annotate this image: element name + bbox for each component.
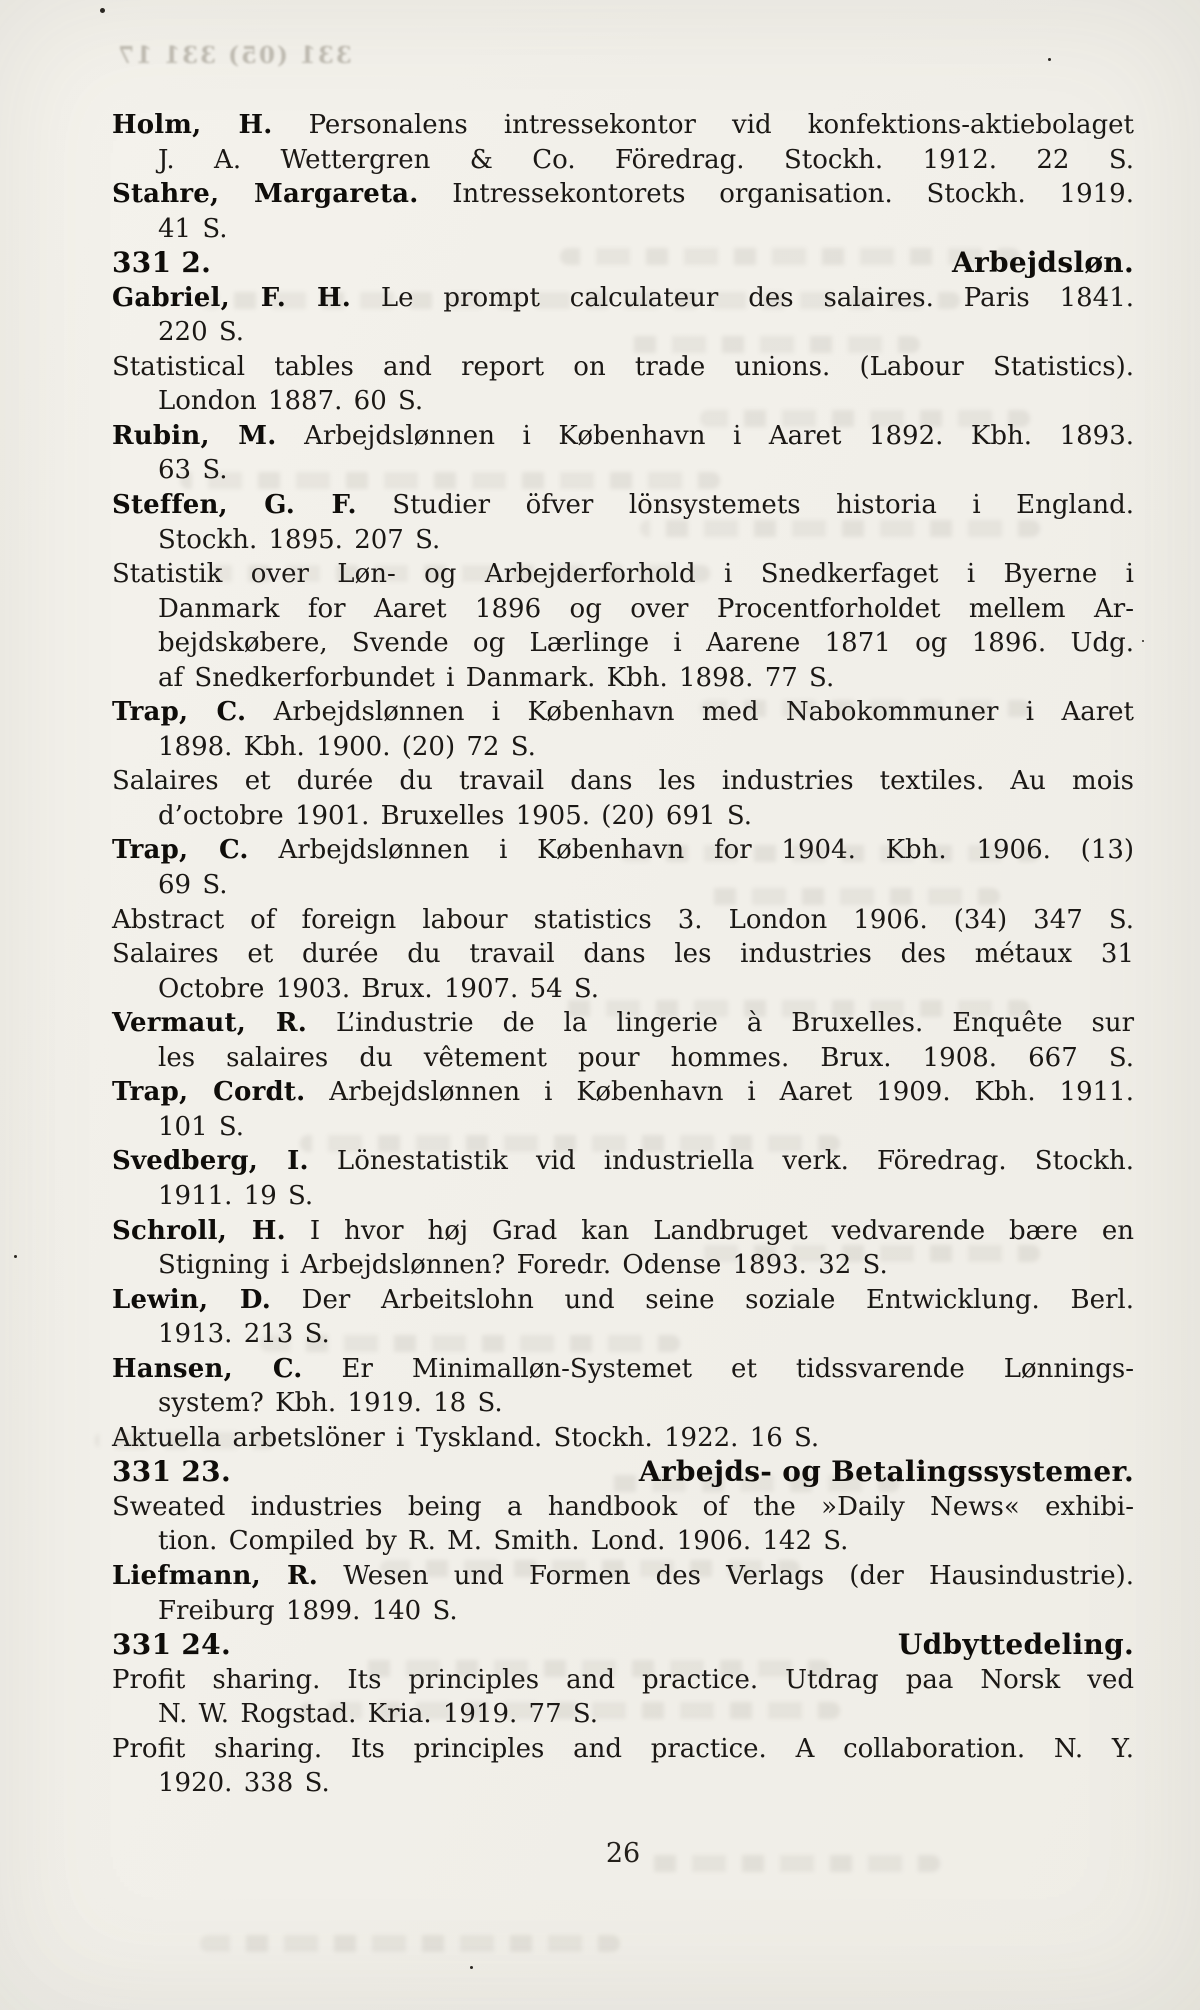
- bibliography-entry: [112, 1283, 1134, 1352]
- entry-line-text: Octobre 1903. Brux. 1907. 54 S.: [158, 973, 600, 1004]
- section-number: 331 23.: [112, 1455, 232, 1489]
- entry-line-text: Sweated industries being a handbook of the »Daily News« exhibi-: [112, 1491, 1134, 1522]
- entry-author: Gabriel, F. H.: [112, 282, 351, 313]
- entry-line: [112, 488, 1134, 523]
- entry-line: [112, 1110, 1134, 1145]
- bibliography-entry: [112, 937, 1134, 1006]
- entry-line: [112, 177, 1134, 212]
- entry-line: [112, 1352, 1134, 1387]
- bibliography-entry: [112, 108, 1134, 177]
- entry-line-text: 220 S.: [158, 317, 245, 348]
- entry-author: Trap, C.: [112, 697, 247, 728]
- bibliography-entry: [112, 695, 1134, 764]
- entry-line: [112, 1041, 1134, 1076]
- section-number: 331 2.: [112, 246, 212, 280]
- entry-line: [112, 868, 1134, 903]
- section-title: Udbyttedeling.: [897, 1628, 1134, 1662]
- entry-line: [112, 315, 1134, 350]
- entry-line: [112, 661, 1134, 696]
- entry-line-text: Intressekontorets organisation. Stockh. 1919.: [452, 179, 1134, 210]
- entry-line: [112, 1559, 1134, 1594]
- entry-line: [112, 1179, 1134, 1214]
- entry-line: [112, 1524, 1134, 1559]
- entry-line-text: 63 S.: [158, 455, 228, 486]
- entry-line-text: Der Arbeitslohn und seine soziale Entwicklung. Berl.: [301, 1284, 1135, 1315]
- entry-line-text: 101 S.: [158, 1111, 245, 1142]
- bibliography-entry: [112, 903, 1134, 938]
- section-heading: [112, 1455, 1134, 1490]
- entry-author: Lewin, D.: [112, 1284, 271, 1315]
- entry-line-text: Freiburg 1899. 140 S.: [158, 1595, 458, 1626]
- entry-line: [112, 1421, 1134, 1456]
- entry-line: [112, 833, 1134, 868]
- entry-line-text: Danmark for Aaret 1896 og over Procentforholdet mellem Ar-: [158, 593, 1134, 624]
- entry-line: [112, 695, 1134, 730]
- entry-line: [112, 764, 1134, 799]
- paper-speck: [100, 8, 105, 13]
- entry-line-text: Salaires et durée du travail dans les industries textiles. Au mois: [112, 766, 1134, 797]
- entry-line: [112, 281, 1134, 316]
- entry-line: [112, 108, 1134, 143]
- entry-line: [112, 1490, 1134, 1525]
- entry-line: [112, 937, 1134, 972]
- bibliography-entry: [112, 1663, 1134, 1732]
- entry-line-text: I hvor høj Grad kan Landbruget vedvarende bære en: [309, 1215, 1135, 1246]
- entry-line-text: 41 S.: [158, 213, 228, 244]
- entry-line-text: Aktuella arbetslöner i Tyskland. Stockh. 1922. 16 S.: [112, 1422, 820, 1453]
- entry-line-text: Statistical tables and report on trade unions. (Labour Statistics).: [112, 351, 1134, 382]
- entry-author: Schroll, H.: [112, 1215, 286, 1246]
- entry-line: [112, 350, 1134, 385]
- entry-author: Holm, H.: [112, 110, 273, 140]
- entry-line-text: system? Kbh. 1919. 18 S.: [158, 1388, 503, 1419]
- bibliography: [112, 108, 1134, 1801]
- bibliography-entry: [112, 1214, 1134, 1283]
- entry-author: Trap, C.: [112, 835, 249, 866]
- entry-line-text: d’octobre 1901. Bruxelles 1905. (20) 691 S.: [158, 800, 752, 831]
- bibliography-entry: [112, 833, 1134, 902]
- entry-line: [112, 972, 1134, 1007]
- entry-line-text: Statistik over Løn- og Arbejderforhold i Snedkerfaget i Byerne i: [112, 559, 1134, 590]
- entry-line-text: bejdskøbere, Svende og Lærlinge i Aarene 1871 og 1896. Udg.: [158, 628, 1134, 659]
- section-number: 331 24.: [112, 1628, 232, 1662]
- bibliography-entry: [112, 1490, 1134, 1559]
- section-title: Arbejdsløn.: [951, 246, 1134, 280]
- entry-line: [112, 1283, 1134, 1318]
- entry-author: Steffen, G. F.: [112, 490, 357, 521]
- entry-line-text: tion. Compiled by R. M. Smith. Lond. 1906. 142 S.: [158, 1526, 849, 1557]
- bibliography-entry: [112, 350, 1134, 419]
- entry-line-text: 1920. 338 S.: [158, 1768, 330, 1799]
- entry-line-text: 1911. 19 S.: [158, 1180, 314, 1211]
- paper-speck: [14, 1255, 17, 1258]
- bibliography-entry: [112, 764, 1134, 833]
- section-heading: [112, 246, 1134, 281]
- entry-line-text: les salaires du vêtement pour hommes. Brux. 1908. 667 S.: [158, 1042, 1134, 1073]
- paper-speck: [470, 1966, 473, 1969]
- bibliography-entry: [112, 177, 1134, 246]
- paper-speck: [1142, 640, 1144, 642]
- entry-line: [112, 626, 1134, 661]
- entry-line: [112, 1214, 1134, 1249]
- entry-author: Trap, Cordt.: [112, 1077, 306, 1108]
- entry-author: Stahre, Margareta.: [112, 179, 419, 210]
- entry-line: [112, 557, 1134, 592]
- entry-line-text: Wesen und Formen des Verlags (der Hausindustrie).: [343, 1560, 1135, 1591]
- entry-line: [112, 523, 1134, 558]
- bleed-through-line: [200, 1935, 620, 1952]
- entry-line-text: Stockh. 1895. 207 S.: [158, 524, 441, 555]
- entry-line: [112, 1075, 1134, 1110]
- entry-line-text: J. A. Wettergren & Co. Föredrag. Stockh. 1912. 22 S.: [158, 144, 1134, 175]
- entry-line-text: Arbejdslønnen i København i Aaret 1892. Kbh. 1893.: [304, 420, 1134, 451]
- section-title: Arbejds- og Betalingssystemer.: [638, 1455, 1134, 1489]
- entry-line: [112, 1732, 1134, 1767]
- entry-line: [112, 1317, 1134, 1352]
- entry-line-text: Salaires et durée du travail dans les industries des métaux 31: [112, 939, 1134, 970]
- entry-line-text: Er Minimalløn-Systemet et tidssvarende Lønnings-: [341, 1353, 1134, 1384]
- entry-line-text: Arbejdslønnen i København med Nabokommuner i Aaret: [273, 697, 1134, 728]
- section-heading: [112, 1628, 1134, 1663]
- entry-author: Liefmann, R.: [112, 1560, 319, 1591]
- entry-line: [112, 799, 1134, 834]
- bibliography-entry: [112, 1075, 1134, 1144]
- bibliography-entry: [112, 488, 1134, 557]
- entry-line-text: Profit sharing. Its principles and practice. Utdrag paa Norsk ved: [112, 1664, 1134, 1695]
- bibliography-entry: [112, 1421, 1134, 1456]
- entry-line-text: Personalens intressekontor vid konfektions-aktiebolaget: [308, 110, 1135, 140]
- bibliography-entry: [112, 419, 1134, 488]
- bibliography-entry: [112, 1732, 1134, 1801]
- paper-speck: [1048, 58, 1051, 61]
- entry-line: [112, 453, 1134, 488]
- entry-line: [112, 1697, 1134, 1732]
- entry-line: [112, 1144, 1134, 1179]
- entry-line: [112, 1766, 1134, 1801]
- entry-line-text: Le prompt calculateur des salaires. Paris 1841.: [380, 282, 1135, 313]
- entry-line: [112, 1006, 1134, 1041]
- entry-line-text: Arbejdslønnen i København i Aaret 1909. Kbh. 1911.: [329, 1077, 1134, 1108]
- entry-author: Hansen, C.: [112, 1353, 303, 1384]
- entry-author: Rubin, M.: [112, 420, 277, 451]
- entry-author: Vermaut, R.: [112, 1008, 307, 1039]
- entry-author: Svedberg, I.: [112, 1146, 309, 1177]
- entry-line: [112, 212, 1134, 247]
- entry-line: [112, 1386, 1134, 1421]
- entry-line: [112, 730, 1134, 765]
- bibliography-entry: [112, 557, 1134, 695]
- entry-line-text: 1898. Kbh. 1900. (20) 72 S.: [158, 731, 536, 762]
- entry-line: [112, 1594, 1134, 1629]
- entry-line-text: af Snedkerforbundet i Danmark. Kbh. 1898. 77 S.: [158, 662, 835, 693]
- entry-line-text: Stigning i Arbejdslønnen? Foredr. Odense 1893. 32 S.: [158, 1250, 888, 1281]
- bibliography-entry: [112, 281, 1134, 350]
- bibliography-entry: [112, 1352, 1134, 1421]
- bibliography-entry: [112, 1559, 1134, 1628]
- entry-line: [112, 384, 1134, 419]
- entry-line-text: N. W. Rogstad. Kria. 1919. 77 S.: [158, 1699, 599, 1730]
- bleed-through-header-text: 331 (05) 331 17: [116, 42, 352, 69]
- entry-line-text: Profit sharing. Its principles and practice. A collaboration. N. Y.: [112, 1733, 1134, 1764]
- entry-line-text: Arbejdslønnen i København for 1904. Kbh. 1906. (13): [278, 835, 1135, 866]
- entry-line-text: London 1887. 60 S.: [158, 386, 424, 417]
- page-number: 26: [605, 1838, 641, 1869]
- entry-line: [112, 143, 1134, 178]
- entry-line: [112, 1663, 1134, 1698]
- entry-line: [112, 419, 1134, 454]
- entry-line-text: Abstract of foreign labour statistics 3. London 1906. (34) 347 S.: [112, 904, 1134, 935]
- entry-line: [112, 1248, 1134, 1283]
- entry-line: [112, 592, 1134, 627]
- entry-line-text: Lönestatistik vid industriella verk. Föredrag. Stockh.: [336, 1146, 1134, 1177]
- entry-line-text: Studier öfver lönsystemets historia i England.: [392, 490, 1134, 521]
- entry-line-text: 69 S.: [158, 870, 228, 901]
- entry-line-text: L’industrie de la lingerie à Bruxelles. Enquête sur: [335, 1008, 1135, 1039]
- bibliography-entry: [112, 1144, 1134, 1213]
- bibliography-entry: [112, 1006, 1134, 1075]
- entry-line-text: 1913. 213 S.: [158, 1319, 330, 1350]
- entry-line: [112, 903, 1134, 938]
